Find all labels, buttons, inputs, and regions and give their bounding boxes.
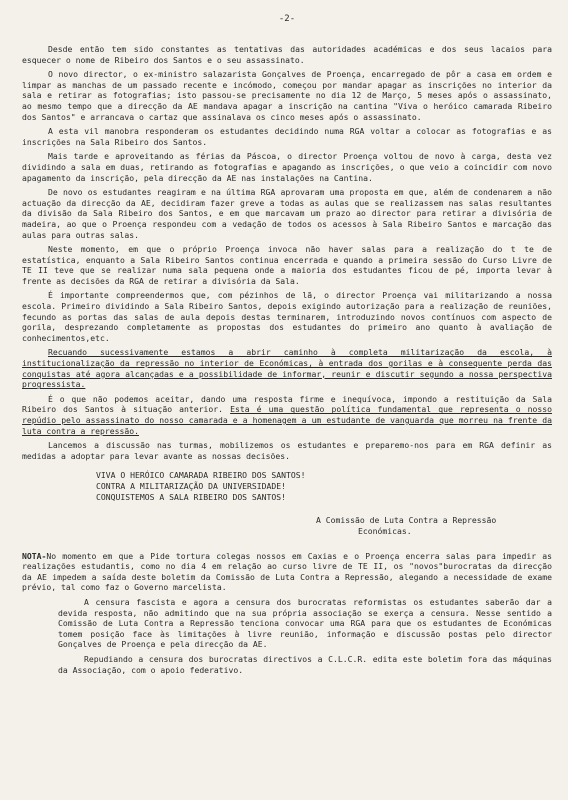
underlined-paragraph: Recuando sucessivamente estamos a abrir caminho à completa militarização da escola, à institucionalização da repressão no interior de Económicas, à entrada dos gorilas e à consequente perda das conquistas até agora alcançadas e a possibilidade de informar, reunir e discutir segundo a nossa perspectiva progressista. <box>22 347 552 390</box>
nota-paragraph-3: Repudiando a censura dos burocratas directivos a C.L.C.R. edita este boletim fora das máquinas da Associação, com o apoio federativo. <box>58 653 552 675</box>
signature-line-1: A Comissão de Luta Contra a Repressão <box>316 515 497 526</box>
paragraph-4: Mais tarde e aproveitando as férias da Páscoa, o director Proença voltou de novo à carga, desta vez dividindo a sala em duas, retirando as fotografias e apagando as inscrições, o que veio a coincidir com novo apagamento da inscrição, pela direcção da AE nas instalações na Cantina. <box>22 151 552 183</box>
slogan-1: VIVA O HERÓICO CAMARADA RIBEIRO DOS SANTOS! <box>96 470 306 481</box>
nota-label: NOTA- <box>22 550 47 561</box>
paragraph-mixed-underlined: Esta é uma questão política fundamental que representa o nosso repúdio pelo assassinato do nosso camarada e a homenagem a um estudante de vanguarda que morreu na frente da luta contra a repressão. <box>22 404 552 436</box>
slogan-3: CONQUISTEMOS A SALA RIBEIRO DOS SANTOS! <box>96 492 287 503</box>
paragraph-3: A esta vil manobra responderam os estudantes decidindo numa RGA voltar a colocar as fotografias e as inscrições na Sala Ribeiro dos Santos. <box>22 126 552 147</box>
nota-paragraph-2: A censura fascista e agora a censura dos burocratas reformistas os estudantes saberão dar a devida resposta, não admitindo que na sua própria associação se exerça a censura. Nesse sentido a Comissão de Luta Contra a Repressão tenciona convocar uma RGA para que os estudantes de Económicas tomem posição face às limitações à livre reunião, informação e discussão postas pelo director Gonçalves de Proença e pela direcção da AE. <box>58 596 552 650</box>
paragraph-5: De novo os estudantes reagiram e na última RGA aprovaram uma proposta em que, além de condenarem a não actuação da direcção da AE, decidiram fazer greve a todas as aulas que se realizassem nas salas resultantes da divisão da Sala Ribeiro dos Santos, e em que marcavam um prazo ao director para retirar a divisória de madeira, ao que o Proença respondeu com a vedação de todos os acessos à Sala Ribeiro Santos e marcação das aulas para outras salas. <box>22 187 552 240</box>
paragraph-mixed-plain: É o que não podemos aceitar, dando uma resposta firme e inequívoca, impondo a restituição da Sala Ribeiro dos Santos à situação anterior. <box>22 393 552 415</box>
paragraph-mixed <box>22 394 552 436</box>
nota-text-1: No momento em que a Pide tortura colegas nossos em Caxias e o Proença encerra salas para impedir as realizações estudantis, como no dia 4 em relação ao curso livre de TE II, os "novos"burocratas da direcção da AE impedem a saída deste boletim da Comissão de Luta Contra a Repressão, alegando a necessidade de exame prévio, tal como faz o Governo marcelista. <box>22 550 552 593</box>
paragraph-6: Neste momento, em que o próprio Proença invoca não haver salas para a realização do t te de estatística, enquanto a Sala Ribeiro Santos continua encerrada e quando a primeira sessão do Curso Livre de TE II teve que se realizar numa sala pequena onde a maioria dos estudantes ficou de pé, importa levar à frente as decisões da RGA de retirar a divisória da Sala. <box>22 244 552 286</box>
slogans-block <box>96 470 552 503</box>
signature <box>316 515 552 536</box>
closing-paragraph: Lancemos a discussão nas turmas, mobilizemos os estudantes e preparemo-nos para em RGA definir as medidas a adoptar para levar avante as nossas decisões. <box>22 440 552 461</box>
slogan-2: CONTRA A MILITARIZAÇÃO DA UNIVERSIDADE! <box>96 481 287 492</box>
nota-paragraph-1 <box>22 551 552 593</box>
paragraph-2: O novo director, o ex-ministro salazarista Gonçalves de Proença, encarregado de pôr a casa em ordem e limpar as manchas de um passado recente e incómodo, começou por mandar apagar as inscrições no interior da sala e retirar as fotografias; isto passou-se precisamente no dia 12 de Março, 5 meses após o assassinato, ao mesmo tempo que a direcção da AE mandava apagar a inscrição na cantina "Viva o heróico camarada Ribeiro dos Santos" e arrancava o cartaz que assinalava os cinco meses após o assassinato. <box>22 69 552 122</box>
paragraph-7: É importante compreendermos que, com pézinhos de lã, o director Proença vai militarizando a nossa escola. Primeiro dividindo a Sala Ribeiro Santos, depois exigindo autorização para a realização de reuniões, fecundo as portas das salas de aula depois destas terminarem, introduzindo novos contínuos com aspecto de gorila, desprezando completamente as propostas dos estudantes do primeiro ano quanto à avaliação de conhecimentos,etc. <box>22 290 552 343</box>
signature-line-2: Económicas. <box>358 525 412 536</box>
page-number: -2- <box>278 14 296 24</box>
paragraph-1: Desde então tem sido constantes as tentativas das autoridades académicas e dos seus lacaios para esquecer o nome de Ribeiro dos Santos e o seu assassinato. <box>22 44 552 65</box>
